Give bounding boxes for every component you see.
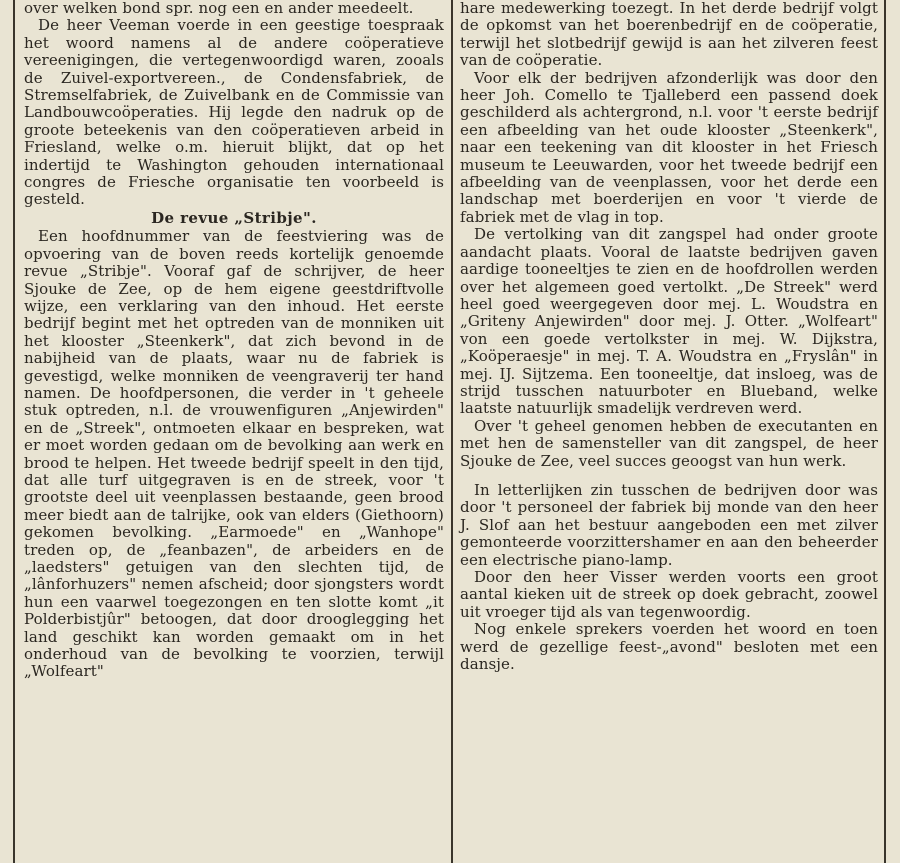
right-paragraph-7: Nog enkele sprekers voerden het woord en toen werd de gezellige feest-„avond" besloten met een dansje. xyxy=(460,620,878,674)
left-paragraph-2: De heer Veeman voerde in een geestige toespraak het woord namens al de andere coöperatieve vereenigingen, die vertegenwoordigd waren, zooals de Zuivel-exportvereen., de Condensfabriek, de Stremselfabriek, de Zuivelbank en de Commissie van Landbouwcoöperaties. Hij legde den nadruk op de groote beteekenis van den coöperatieven arbeid in Friesland, welke o.m. hieruit blijkt, dat op het indertijd te Washington gehouden internationaal congres de Friesche organisatie ten voorbeeld is gesteld. xyxy=(24,16,444,209)
left-border-rule xyxy=(13,0,15,863)
right-paragraph-4: Over 't geheel genomen hebben de executanten en met hen de samensteller van dit zangspel, de heer Sjouke de Zee, veel succes geoogst van hun werk. xyxy=(460,416,878,470)
right-column xyxy=(460,0,878,673)
right-paragraph-1: hare medewerking toezegt. In het derde bedrijf volgt de opkomst van het boerenbedrijf en de coöperatie, terwijl het slotbedrijf gewijd is aan het zilveren feest van de coöperatie. xyxy=(460,0,878,70)
left-paragraph-1: over welken bond spr. nog een en ander meedeelt. xyxy=(24,0,414,17)
column-divider-rule xyxy=(451,0,453,863)
right-paragraph-2: Voor elk der bedrijven afzonderlijk was door den heer Joh. Comello te Tjalleberd een passend doek geschilderd als achtergrond, n.l. voor 't eerste bedrijf een afbeelding van het oude klooster „Steenkerk", naar een teekening van dit klooster in het Friesch museum te Leeuwarden, voor het tweede bedrijf een afbeelding van de veenplassen, voor het derde een landschap met boerderijen en voor 't vierde de fabriek met de vlag in top. xyxy=(460,68,878,226)
left-column xyxy=(24,0,444,681)
right-paragraph-5: In letterlijken zin tusschen de bedrijven door was door 't personeel der fabriek bij monde van den heer J. Slof aan het bestuur aangeboden een met zilver gemonteerde voorzittershamer en aan den beheerder een electrische piano-lamp. xyxy=(460,480,878,569)
right-border-rule xyxy=(884,0,886,863)
section-heading-revue: De revue „Stribje". xyxy=(151,208,317,227)
left-paragraph-3: Een hoofdnummer van de feestviering was de opvoering van de boven reeds kortelijk genoemde revue „Stribje". Vooraf gaf de schrijver, de heer Sjouke de Zee, op de hem eigene geestdriftvolle wijze, een verklaring van den inhoud. Het eerste bedrijf begint met het optreden van de monniken uit het klooster „Steenkerk", dat zich bevond in de nabijheid van de plaats, waar nu de fabriek is gevestigd, welke monniken de veengraverij ter hand namen. De hoofdpersonen, die verder in 't geheele stuk optreden, n.l. de vrouwenfiguren „Anjewirden" en de „Streek", ontmoeten elkaar en bespreken, wat er moet worden gedaan om de bevolking aan werk en brood te helpen. Het tweede bedrijf speelt in den tijd, dat alle turf uitgegraven is en de streek, voor 't grootste deel uit veenplassen bestaande, geen brood meer biedt aan de talrijke, ook van elders (Giethoorn) gekomen bevolking. „Earmoede" en „Wanhope" treden op, de „feanbazen", de arbeiders en de „laedsters" getuigen van den slechten tijd, de „lânforhuzers" nemen afscheid; door sjongsters wordt hun een vaarwel toegezongen en ten slotte komt „it Polderbistjûr" betoogen, dat door drooglegging het land geschikt kan worden gemaakt om in het onderhoud van de bevolking te voorzien, terwijl „Wolfeart" xyxy=(24,227,444,681)
right-paragraph-6: Door den heer Visser werden voorts een groot aantal kieken uit de streek op doek gebracht, zoowel uit vroeger tijd als van tegenwoordig. xyxy=(460,568,878,621)
right-paragraph-3: De vertolking van dit zangspel had onder groote aandacht plaats. Vooral de laatste bedrijven gaven aardige tooneeltjes te zien en de hoofdrollen werden over het algemeen goed vertolkt. „De Streek" werd heel goed weergegeven door mej. L. Woudstra en „Griteny Anjewirden" door mej. J. Otter. „Wolfeart" von een goede vertolkster in mej. W. Dijkstra, „Koöperaesje" in mej. T. A. Woudstra en „Fryslân" in mej. IJ. Sijtzema. Een tooneeltje, dat insloeg, was de strijd tusschen natuurboter en Blueband, welke laatste natuurlijk smadelijk verdreven werd. xyxy=(460,225,878,418)
